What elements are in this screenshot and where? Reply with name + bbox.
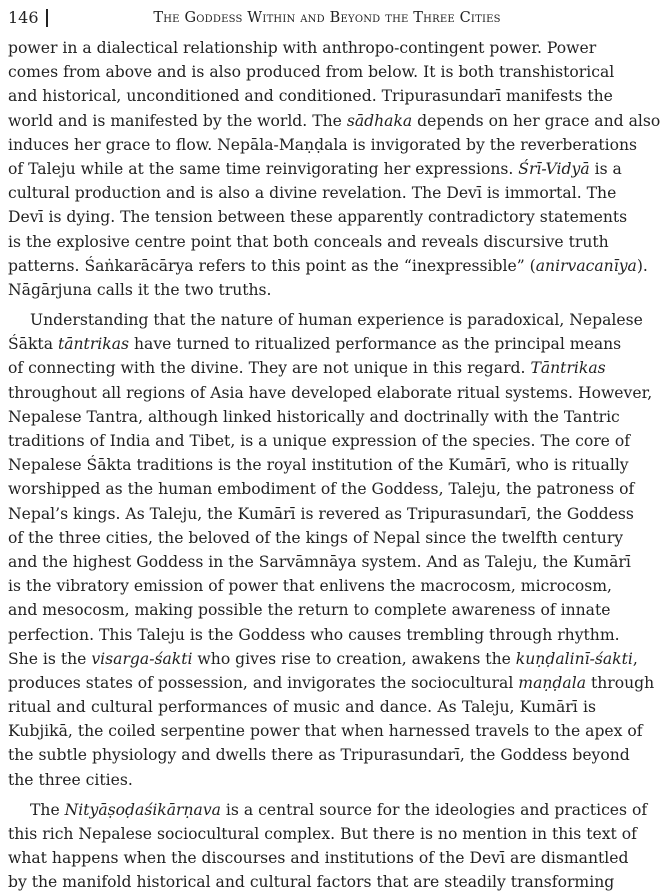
text-line: power in a dialectical relationship with anthropo-contingent power. Power xyxy=(8,39,597,57)
text-line: comes from above and is also produced from below. It is both transhistorical xyxy=(8,63,615,82)
header-divider xyxy=(46,9,48,27)
paragraph xyxy=(8,308,655,792)
paragraph xyxy=(8,36,660,302)
text-line: the subtle physiology and dwells there as Tripurasundarī, the Goddess beyond xyxy=(8,746,630,765)
text-line: of the three cities, the beloved of the kings of Nepal since the twelfth century xyxy=(8,528,624,547)
text-line: Śākta tāntrikas have turned to ritualized performance as the principal means xyxy=(8,335,622,354)
text-line: She is the visarga-śakti who gives rise to creation, awakens the kuṇḍalinī-śakti, xyxy=(8,649,638,668)
text-line: Nepalese Tantra, although linked historically and doctrinally with the Tantric xyxy=(8,407,620,426)
text-line: cultural production and is also a divine revelation. The Devī is immortal. The xyxy=(8,184,617,203)
body-text xyxy=(8,36,660,895)
text-line: Understanding that the nature of human experience is paradoxical, Nepalese xyxy=(30,311,643,330)
text-line: The Nityāṣoḍaśikārṇava is a central source for the ideologies and practices of xyxy=(30,800,648,819)
text-line: patterns. Śaṅkarācārya refers to this point as the “inexpressible” (anirvacanīya). xyxy=(8,256,648,275)
text-line: induces her grace to flow. Nepāla-Maṇḍala is invigorated by the reverberations xyxy=(8,135,638,154)
text-line: and the highest Goddess in the Sarvāmnāya system. And as Taleju, the Kumārī xyxy=(8,552,631,571)
text-line: this rich Nepalese sociocultural complex. But there is no mention in this text of xyxy=(8,825,637,843)
text-line: and historical, unconditioned and conditioned. Tripurasundarī manifests the xyxy=(8,87,613,106)
text-line: worshipped as the human embodiment of the Goddess, Taleju, the patroness of xyxy=(8,480,635,499)
text-line: throughout all regions of Asia have developed elaborate ritual systems. However, xyxy=(8,383,653,402)
text-line: traditions of India and Tibet, is a unique expression of the species. The core of xyxy=(8,432,631,450)
page-number: 146 xyxy=(8,8,39,27)
paragraph xyxy=(8,798,648,895)
text-line: produces states of possession, and invigorates the sociocultural maṇḍala through xyxy=(8,673,655,692)
text-line: the three cities. xyxy=(8,770,133,789)
text-line: Nepalese Śākta traditions is the royal institution of the Kumārī, who is ritually xyxy=(8,456,629,475)
text-line: is the vibratory emission of power that enlivens the macrocosm, microcosm, xyxy=(8,577,613,596)
text-line: Kubjikā, the coiled serpentine power that when harnessed travels to the apex of xyxy=(8,722,643,741)
text-line: of Taleju while at the same time reinvigorating her expressions. Śrī-Vidyā is a xyxy=(8,159,622,178)
text-line: world and is manifested by the world. The sādhaka depends on her grace and also xyxy=(8,111,660,130)
text-line: Devī is dying. The tension between these apparently contradictory statements xyxy=(8,208,628,227)
running-head: The Goddess Within and Beyond the Three Cities xyxy=(153,10,501,26)
text-line: of connecting with the divine. They are not unique in this regard. Tāntrikas xyxy=(8,359,606,378)
text-line: by the manifold historical and cultural factors that are steadily transforming xyxy=(8,873,615,892)
text-line: Nāgārjuna calls it the two truths. xyxy=(8,280,272,299)
text-line: is the explosive centre point that both conceals and reveals discursive truth xyxy=(8,232,609,251)
text-line: ritual and cultural performances of music and dance. As Taleju, Kumārī is xyxy=(8,698,596,717)
text-line: perfection. This Taleju is the Goddess who causes trembling through rhythm. xyxy=(8,625,620,644)
page-header xyxy=(6,7,596,31)
text-line: and mesocosm, making possible the return to complete awareness of innate xyxy=(8,601,611,620)
text-line: what happens when the discourses and institutions of the Devī are dismantled xyxy=(8,849,629,868)
text-line: Nepal’s kings. As Taleju, the Kumārī is revered as Tripurasundarī, the Goddess xyxy=(8,504,634,523)
